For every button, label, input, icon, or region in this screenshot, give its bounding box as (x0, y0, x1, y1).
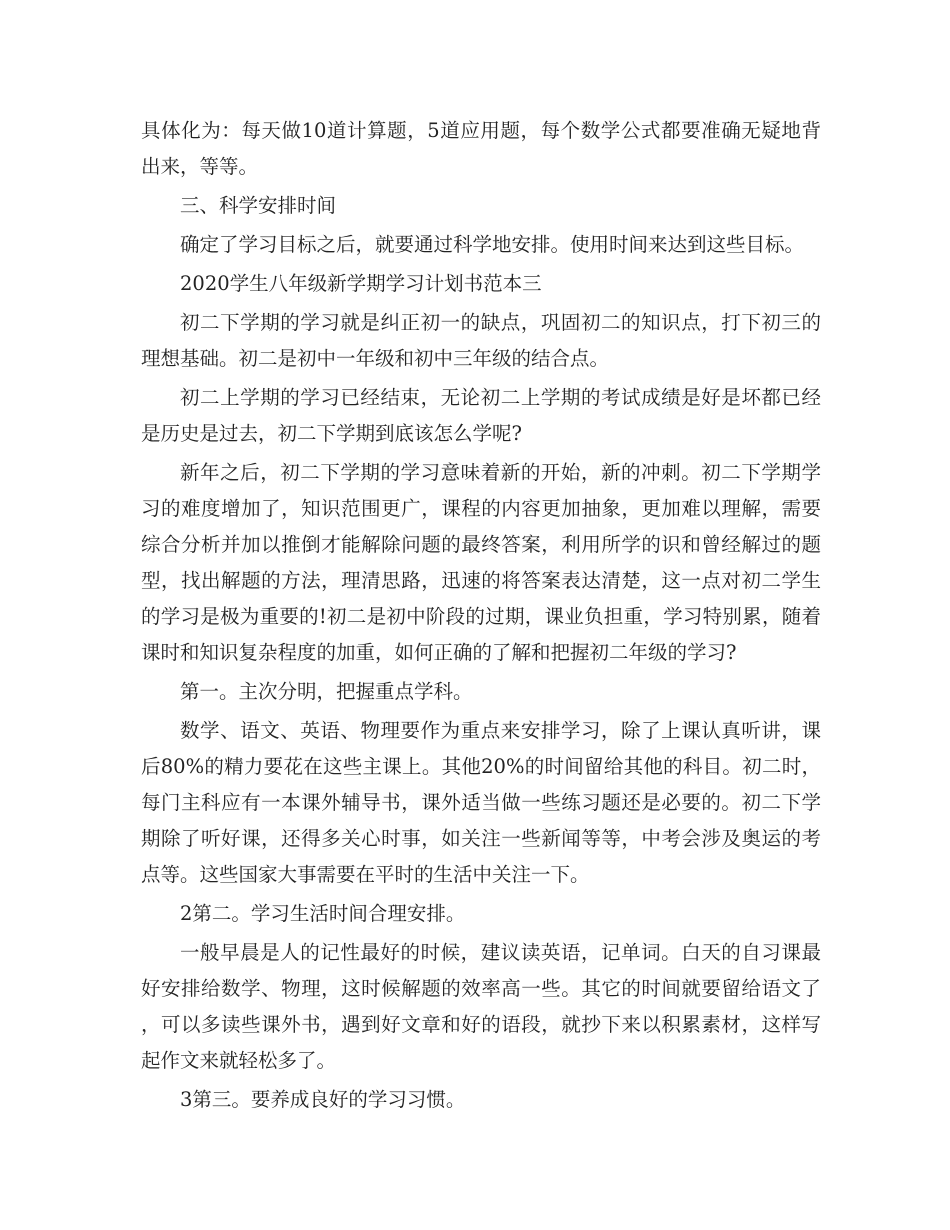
paragraph-2: 确定了学习目标之后，就要通过科学地安排。使用时间来达到这些目标。 (180, 233, 805, 256)
paragraph-6: 数学、语文、英语、物理要作为重点来安排学习，除了上课认真听讲，课后80%的精力要花在这些主课上。其他20%的时间留给其他的科目。初二时，每门主科应有一本课外辅导书，课外适当做一些练习题还是必要的。初二下学期除了听好课，还得多关心时事，如关注一些新闻等等，中考会涉及奥运的考点等。这些国家大事需要在平时的生活中关注一下。 (141, 719, 821, 886)
point-heading-second: 2第二。学习生活时间合理安排。 (180, 902, 466, 925)
paragraph-3: 初二下学期的学习就是纠正初一的缺点，巩固初二的知识点，打下初三的理想基础。初二是初中一年级和初中三年级的结合点。 (141, 311, 821, 370)
document-subtitle: 2020学生八年级新学期学习计划书范本三 (180, 272, 542, 295)
paragraph-1: 具体化为：每天做10道计算题，5道应用题，每个数学公式都要准确无疑地背出来，等等。 (141, 119, 821, 178)
paragraph-5: 新年之后，初二下学期的学习意味着新的开始，新的冲刺。初二下学期学习的难度增加了，知识范围更广，课程的内容更加抽象，更加难以理解，需要综合分析并加以推倒才能解除问题的最终答案，利用所学的识和曾经解过的题型，找出解题的方法，理清思路，迅速的将答案表达清楚，这一点对初二学生的学习是极为重要的!初二是初中阶段的过期，课业负担重，学习特别累，随着课时和知识复杂程度的加重，如何正确的了解和把握初二年级的学习? (141, 461, 821, 664)
paragraph-7: 一般早晨是人的记性最好的时候，建议读英语，记单词。白天的自习课最好安排给数学、物理，这时候解题的效率高一些。其它的时间就要留给语文了，可以多读些课外书，遇到好文章和好的语段，就抄下来以积累素材，这样写起作文来就轻松多了。 (141, 941, 821, 1072)
paragraph-4: 初二上学期的学习已经结束，无论初二上学期的考试成绩是好是坏都已经是历史是过去，初二下学期到底该怎么学呢? (141, 386, 821, 445)
point-heading-first: 第一。主次分明，把握重点学科。 (180, 680, 473, 703)
document-body (141, 113, 821, 1121)
point-heading-third: 3第三。要养成良好的学习习惯。 (180, 1088, 466, 1111)
section-heading-schedule-time: 三、科学安排时间 (180, 194, 337, 217)
